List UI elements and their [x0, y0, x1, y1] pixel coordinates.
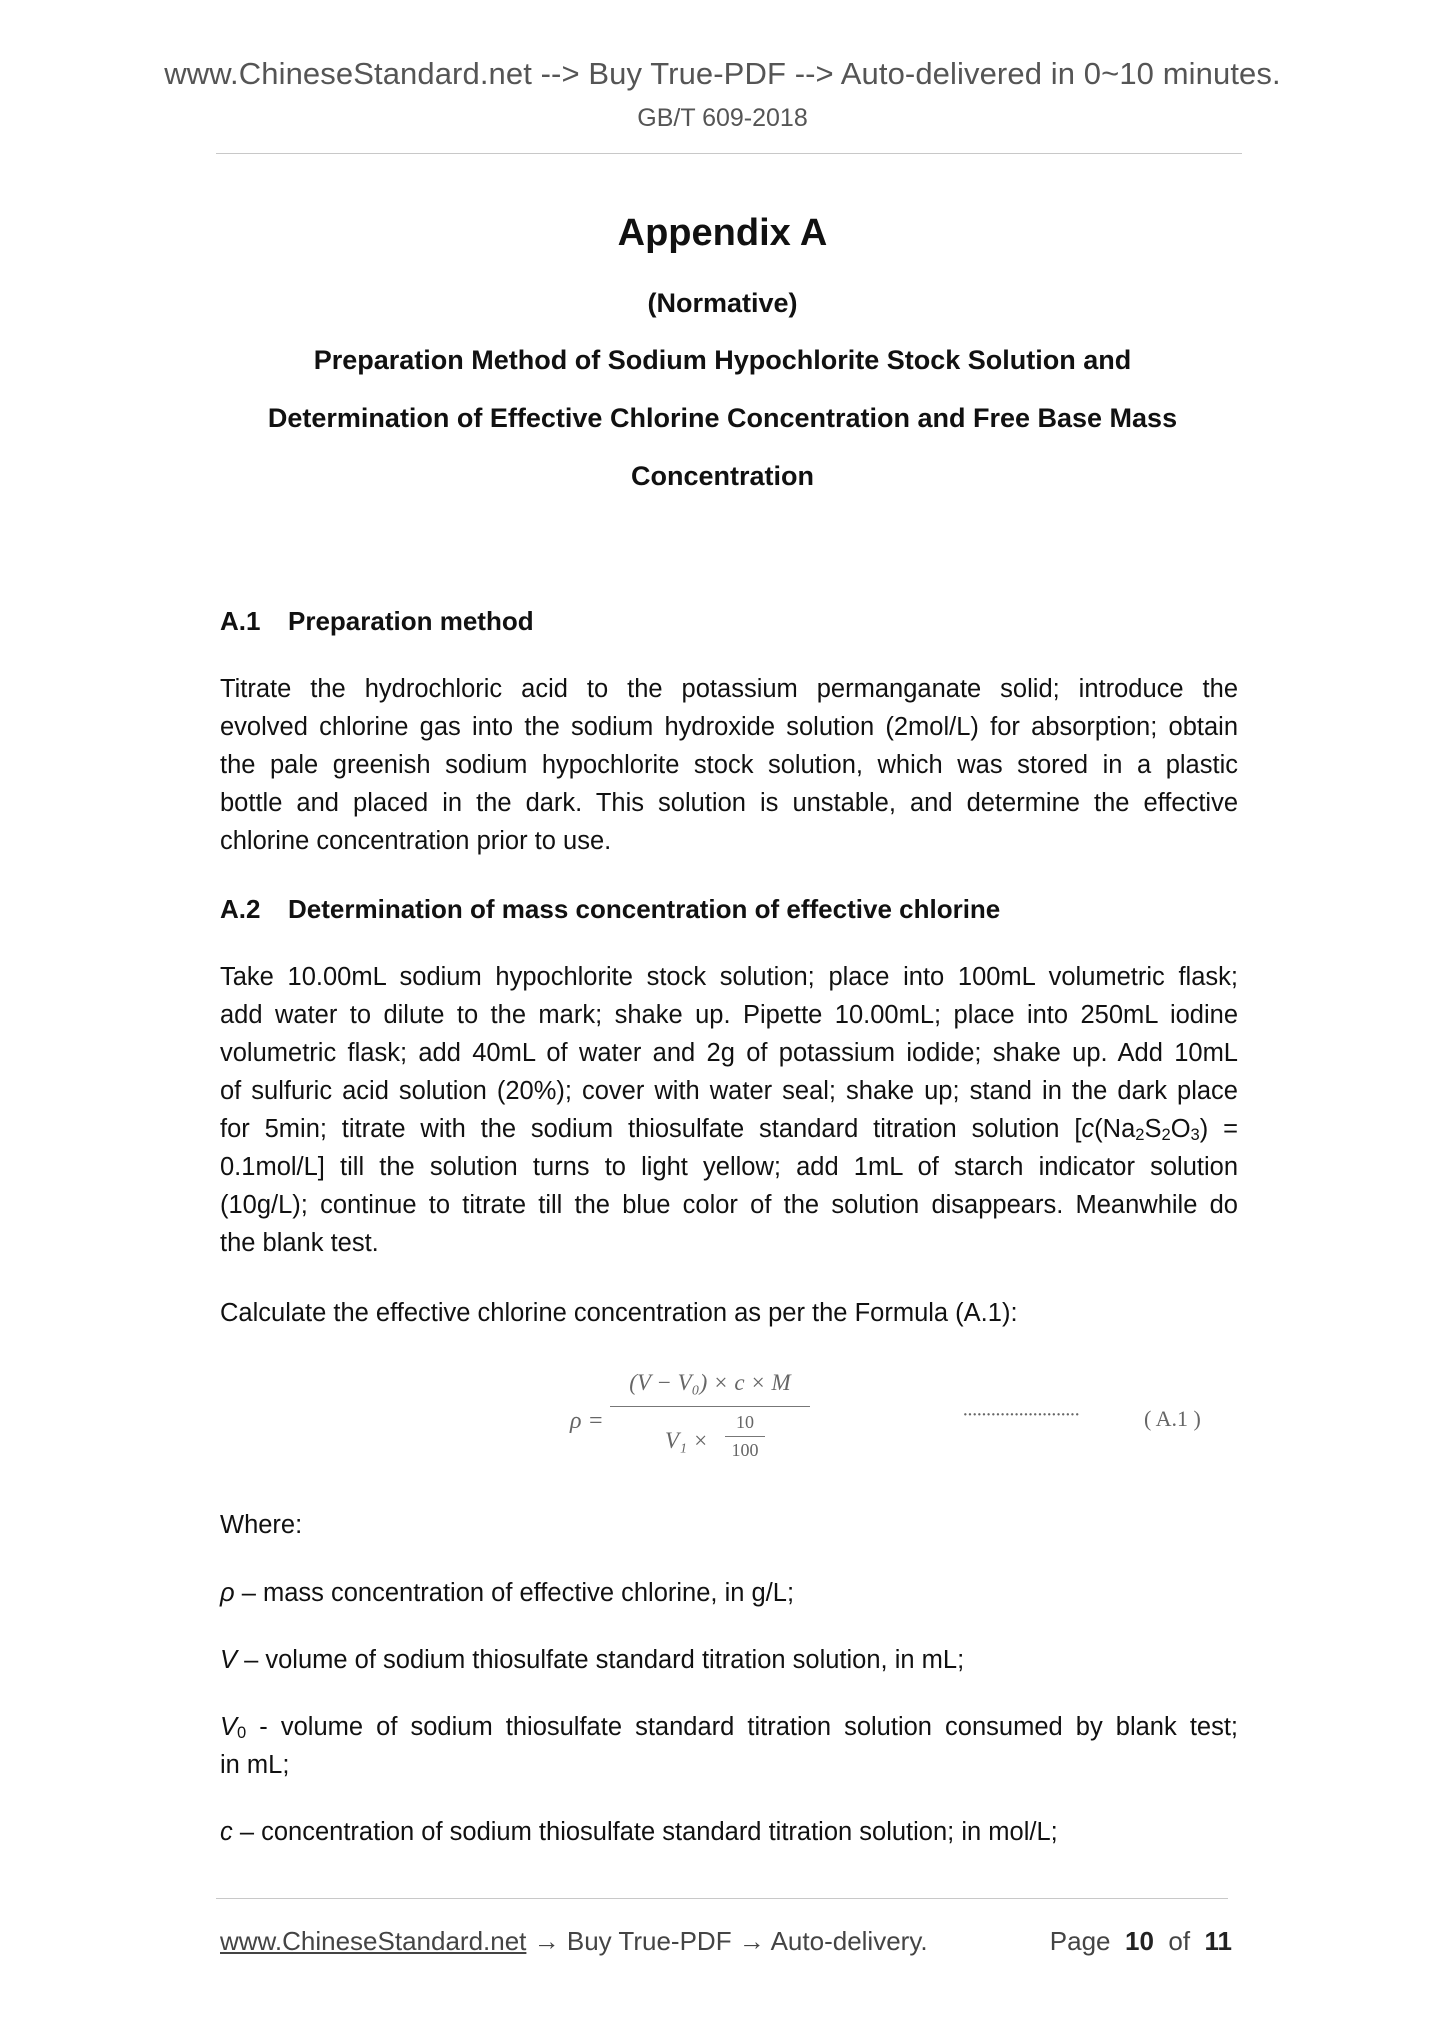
formula-lhs: ρ =	[570, 1408, 604, 1434]
formula-label: ( A.1 )	[1144, 1406, 1201, 1431]
paragraph-line: Titrate the hydrochloric acid to the potassium permanganate solid; introduce the	[220, 675, 1238, 703]
text-run: S	[1144, 1115, 1162, 1143]
variable-symbol: V	[220, 1713, 238, 1741]
footer-divider	[216, 1898, 1228, 1899]
paragraph-line	[220, 1641, 1238, 1679]
header-divider	[216, 153, 1242, 154]
paragraph-line-with-formula	[220, 1110, 1238, 1148]
subscript: 0	[237, 1723, 247, 1742]
text-run: ) =	[1199, 1115, 1238, 1143]
paragraph-line: Where:	[220, 1511, 303, 1539]
section-a1-paragraph	[220, 670, 1238, 860]
paragraph-line: evolved chlorine gas into the sodium hydroxide solution (2mol/L) for absorption; obtain	[220, 713, 1238, 741]
inner-fraction-numerator: 10	[736, 1412, 754, 1432]
inner-fraction-denominator: 100	[731, 1440, 759, 1460]
arrow-icon: →	[738, 1926, 765, 1956]
page-number: 10	[1124, 1926, 1154, 1956]
paragraph-line: Take 10.00mL sodium hypochlorite stock solution; place into 100mL volumetric flask;	[220, 963, 1238, 991]
subscript: 3	[1190, 1125, 1200, 1144]
paragraph-line: (10g/L); continue to titrate till the blue color of the solution disappears. Meanwhile do	[220, 1191, 1238, 1219]
variable-v0	[220, 1708, 1238, 1784]
paragraph-line	[220, 1813, 1238, 1851]
variable-description: – volume of sodium thiosulfate standard titration solution, in mL;	[237, 1646, 965, 1674]
section-a1-heading	[220, 606, 534, 637]
paragraph-line: in mL;	[220, 1751, 290, 1779]
paragraph-line: bottle and placed in the dark. This solution is unstable, and determine the effective	[220, 789, 1238, 817]
appendix-title: Appendix A	[617, 212, 828, 254]
paragraph-line: 0.1mol/L] till the solution turns to light yellow; add 1mL of starch indicator solution	[220, 1153, 1238, 1181]
formula-leader-dots: ·························	[962, 1404, 1079, 1426]
header-top-line: www.ChineseStandard.net --> Buy True-PDF --> Auto-delivered in 0~10 minutes.	[164, 56, 1281, 91]
paragraph-line: the pale greenish sodium hypochlorite stock solution, which was stored in a plastic	[220, 751, 1238, 779]
variable-symbol: V	[220, 1646, 238, 1674]
where-label	[220, 1506, 1238, 1544]
paragraph-line: of sulfuric acid solution (20%); cover with water seal; shake up; stand in the dark place	[220, 1077, 1238, 1105]
variable-description: - volume of sodium thiosulfate standard titration solution consumed by blank test;	[246, 1713, 1238, 1741]
paragraph-line: Calculate the effective chlorine concentration as per the Formula (A.1):	[220, 1299, 1018, 1327]
paragraph-line: chlorine concentration prior to use.	[220, 827, 612, 855]
text-run: c	[1081, 1115, 1095, 1143]
footer	[220, 1926, 1232, 1957]
paragraph-line: add water to dilute to the mark; shake up. Pipette 10.00mL; place into 250mL iodine	[220, 1001, 1238, 1029]
paragraph-line: the blank test.	[220, 1229, 379, 1257]
text-run: O	[1170, 1115, 1191, 1143]
inner-fraction-bar	[725, 1436, 765, 1437]
paragraph-line	[220, 1574, 1238, 1612]
footer-buy-text: Buy True-PDF	[559, 1926, 739, 1956]
normative-label: (Normative)	[647, 288, 798, 318]
variable-symbol: ρ	[220, 1579, 235, 1607]
variable-description: – mass concentration of effective chlorine, in g/L;	[234, 1579, 795, 1607]
paragraph-line	[220, 1708, 1238, 1746]
variable-symbol: c	[220, 1818, 233, 1846]
section-number: A.2	[220, 894, 261, 924]
fraction-bar	[610, 1406, 810, 1407]
appendix-subtitle-line1: Preparation Method of Sodium Hypochlorite Stock Solution and	[313, 345, 1132, 375]
section-a2-heading	[220, 894, 1000, 925]
standard-number: GB/T 609-2018	[637, 104, 808, 132]
footer-website-link[interactable]: www.ChineseStandard.net	[220, 1926, 527, 1956]
calculation-intro	[220, 1294, 1238, 1332]
formula-numerator: (V − V₀) × c × M	[629, 1370, 791, 1395]
formula-a1	[570, 1370, 1250, 1480]
formula-denominator: V₁ ×	[665, 1428, 709, 1453]
arrow-icon: →	[533, 1926, 560, 1956]
page-indicator	[1050, 1926, 1232, 1957]
variable-description: – concentration of sodium thiosulfate standard titration solution; in mol/L;	[232, 1818, 1058, 1846]
of-word: of	[1168, 1926, 1191, 1956]
subscript: 2	[1135, 1125, 1145, 1144]
text-run: for 5min; titrate with the sodium thiosulfate standard titration solution [	[220, 1115, 1082, 1143]
section-title: Preparation method	[288, 606, 534, 636]
variable-c	[220, 1813, 1238, 1851]
page-total: 11	[1204, 1926, 1232, 1956]
page-word: Page	[1049, 1926, 1111, 1956]
section-a2-paragraph	[220, 958, 1238, 1262]
appendix-subtitle-line3: Concentration	[630, 461, 814, 491]
paragraph-line: volumetric flask; add 40mL of water and 2g of potassium iodide; shake up. Add 10mL	[220, 1039, 1238, 1067]
subscript: 2	[1161, 1125, 1171, 1144]
section-number: A.1	[220, 606, 261, 636]
footer-auto-text: Auto-delivery.	[764, 1926, 928, 1956]
variable-rho	[220, 1574, 1238, 1612]
text-run: (Na	[1094, 1115, 1136, 1143]
appendix-subtitle-line2: Determination of Effective Chlorine Concentration and Free Base Mass	[267, 403, 1178, 433]
section-title: Determination of mass concentration of effective chlorine	[288, 894, 1001, 924]
variable-v	[220, 1641, 1238, 1679]
